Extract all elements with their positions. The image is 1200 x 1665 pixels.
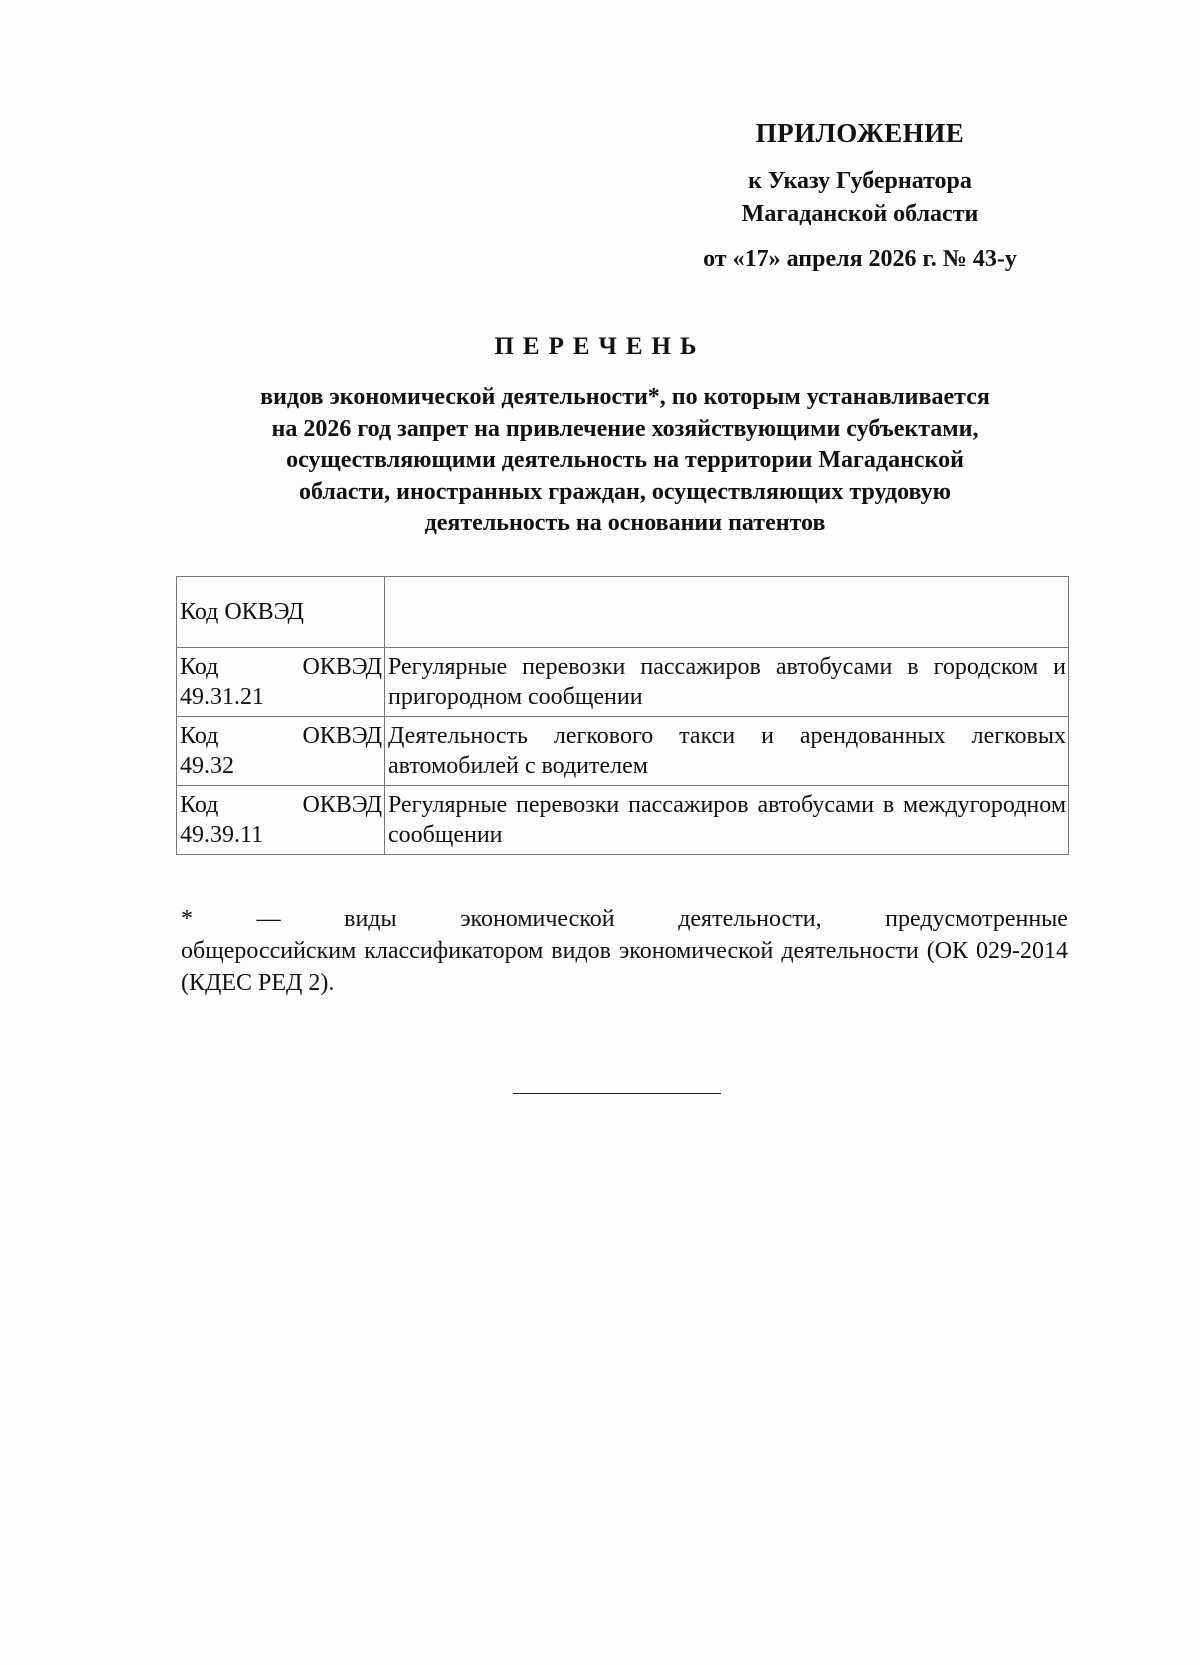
code-number: 49.39.11 xyxy=(180,822,264,848)
footnote-word: предусмотренные xyxy=(885,906,1068,932)
appendix-region-line: Магаданской области xyxy=(741,201,979,227)
table-header-desc xyxy=(385,577,1069,648)
table-cell-desc: Регулярные перевозки пассажиров автобусами в междугородном сообщении xyxy=(385,786,1069,855)
subtitle-line: деятельность на основании патентов xyxy=(424,510,826,536)
table-cell-desc: Деятельность легкового такси и арендованных легковых автомобилей с водителем xyxy=(385,717,1069,786)
footnote xyxy=(181,903,1068,999)
okved-table xyxy=(176,576,1069,855)
footnote-word: экономической xyxy=(460,906,615,932)
footnote-word: виды xyxy=(344,906,397,932)
appendix-date-line: от «17» апреля 2026 г. № 43-у xyxy=(703,246,1017,272)
table-header-code: Код ОКВЭД xyxy=(177,577,385,648)
code-word: Код xyxy=(180,723,219,749)
table-cell-code xyxy=(177,786,385,855)
list-heading: ПЕРЕЧЕНЬ xyxy=(494,333,706,360)
code-word: ОКВЭД xyxy=(302,723,382,749)
footnote-marker: * xyxy=(181,906,193,932)
list-subtitle xyxy=(185,382,1065,540)
table-row xyxy=(177,648,1069,717)
subtitle-line: осуществляющими деятельность на территории Магаданской xyxy=(286,447,964,473)
subtitle-line: на 2026 год запрет на привлечение хозяйствующими субъектами, xyxy=(271,415,979,442)
code-word: Код xyxy=(180,654,219,680)
appendix-title: ПРИЛОЖЕНИЕ xyxy=(755,118,965,148)
subtitle-line: видов экономической деятельности*, по которым устанавливается xyxy=(260,384,990,410)
code-word: ОКВЭД xyxy=(302,792,382,818)
code-number: 49.32 xyxy=(180,753,234,779)
table-cell-code xyxy=(177,648,385,717)
footnote-dash: — xyxy=(256,906,281,932)
subtitle-line: области, иностранных граждан, осуществляющих трудовую xyxy=(298,478,952,505)
end-divider xyxy=(513,1093,721,1094)
appendix-header xyxy=(610,116,1110,276)
table-row xyxy=(177,717,1069,786)
code-number: 49.31.21 xyxy=(180,684,264,710)
footnote-first-line xyxy=(181,903,1068,935)
table-cell-desc: Регулярные перевозки пассажиров автобусами в городском и пригородном сообщении xyxy=(385,648,1069,717)
code-word: ОКВЭД xyxy=(302,654,382,680)
footnote-word: деятельности, xyxy=(678,906,822,932)
code-word: Код xyxy=(180,792,219,818)
table-header-row xyxy=(177,577,1069,648)
table-cell-code xyxy=(177,717,385,786)
table-row xyxy=(177,786,1069,855)
footnote-rest: общероссийским классификатором видов экономической деятельности (ОК 029-2014 (КДЕС РЕД 2). xyxy=(181,938,1068,996)
appendix-decree-line: к Указу Губернатора xyxy=(748,168,972,194)
